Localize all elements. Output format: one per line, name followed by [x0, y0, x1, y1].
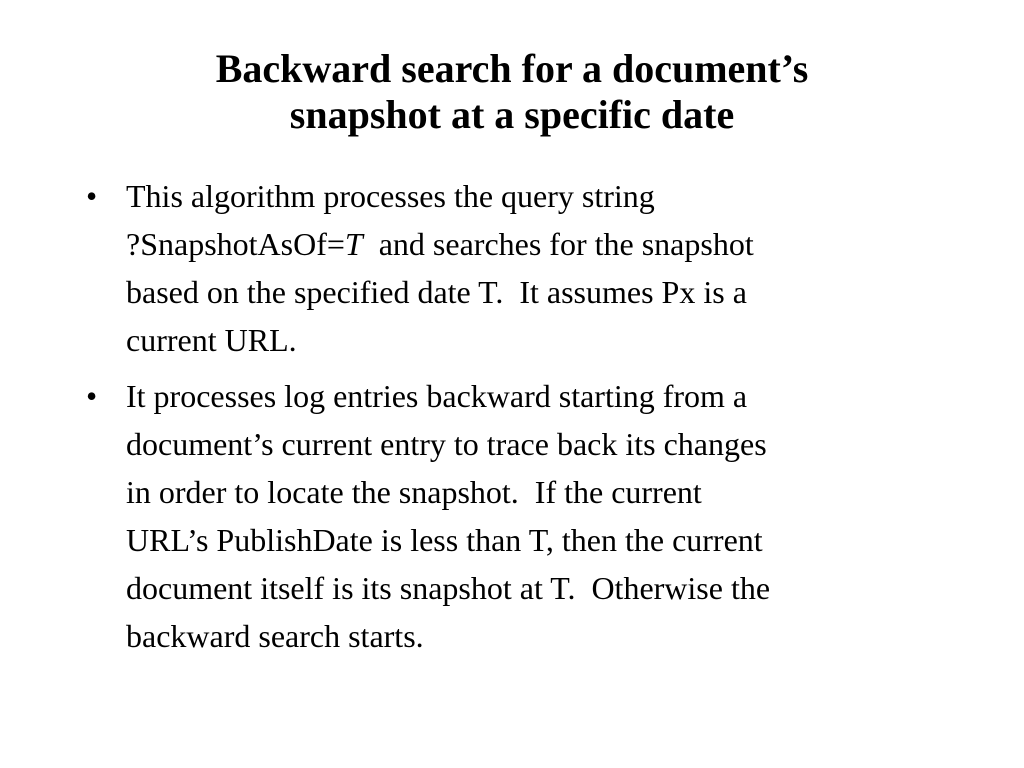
slide-title-line-2: snapshot at a specific date	[289, 92, 735, 137]
bullet-1-line-2-suffix: and searches for the snapshot	[362, 226, 754, 262]
bullet-marker: •	[86, 178, 98, 214]
bullet-item-2	[86, 372, 946, 660]
slide-title	[112, 46, 912, 138]
query-string-variable: T	[344, 226, 363, 262]
query-string-prefix: ?SnapshotAsOf=	[126, 226, 345, 262]
bullet-list	[86, 172, 946, 668]
slide-title-line-1: Backward search for a document’s	[215, 46, 809, 91]
bullet-2-line-2: document’s current entry to trace back its changes	[126, 426, 767, 462]
bullet-marker: •	[86, 378, 98, 414]
bullet-item-1	[86, 172, 946, 364]
bullet-2-line-6: backward search starts.	[126, 618, 424, 654]
bullet-2-line-4: URL’s PublishDate is less than T, then the current	[126, 522, 763, 558]
bullet-2-line-5: document itself is its snapshot at T. Otherwise the	[126, 570, 771, 606]
bullet-1-line-3: based on the specified date T. It assumes Px is a	[126, 274, 747, 310]
bullet-1-line-2	[126, 220, 946, 268]
bullet-1-line-1: This algorithm processes the query string	[126, 178, 655, 214]
bullet-2-line-3: in order to locate the snapshot. If the current	[126, 474, 702, 510]
bullet-2-line-1: It processes log entries backward starting from a	[126, 378, 748, 414]
bullet-1-line-4: current URL.	[126, 322, 297, 358]
